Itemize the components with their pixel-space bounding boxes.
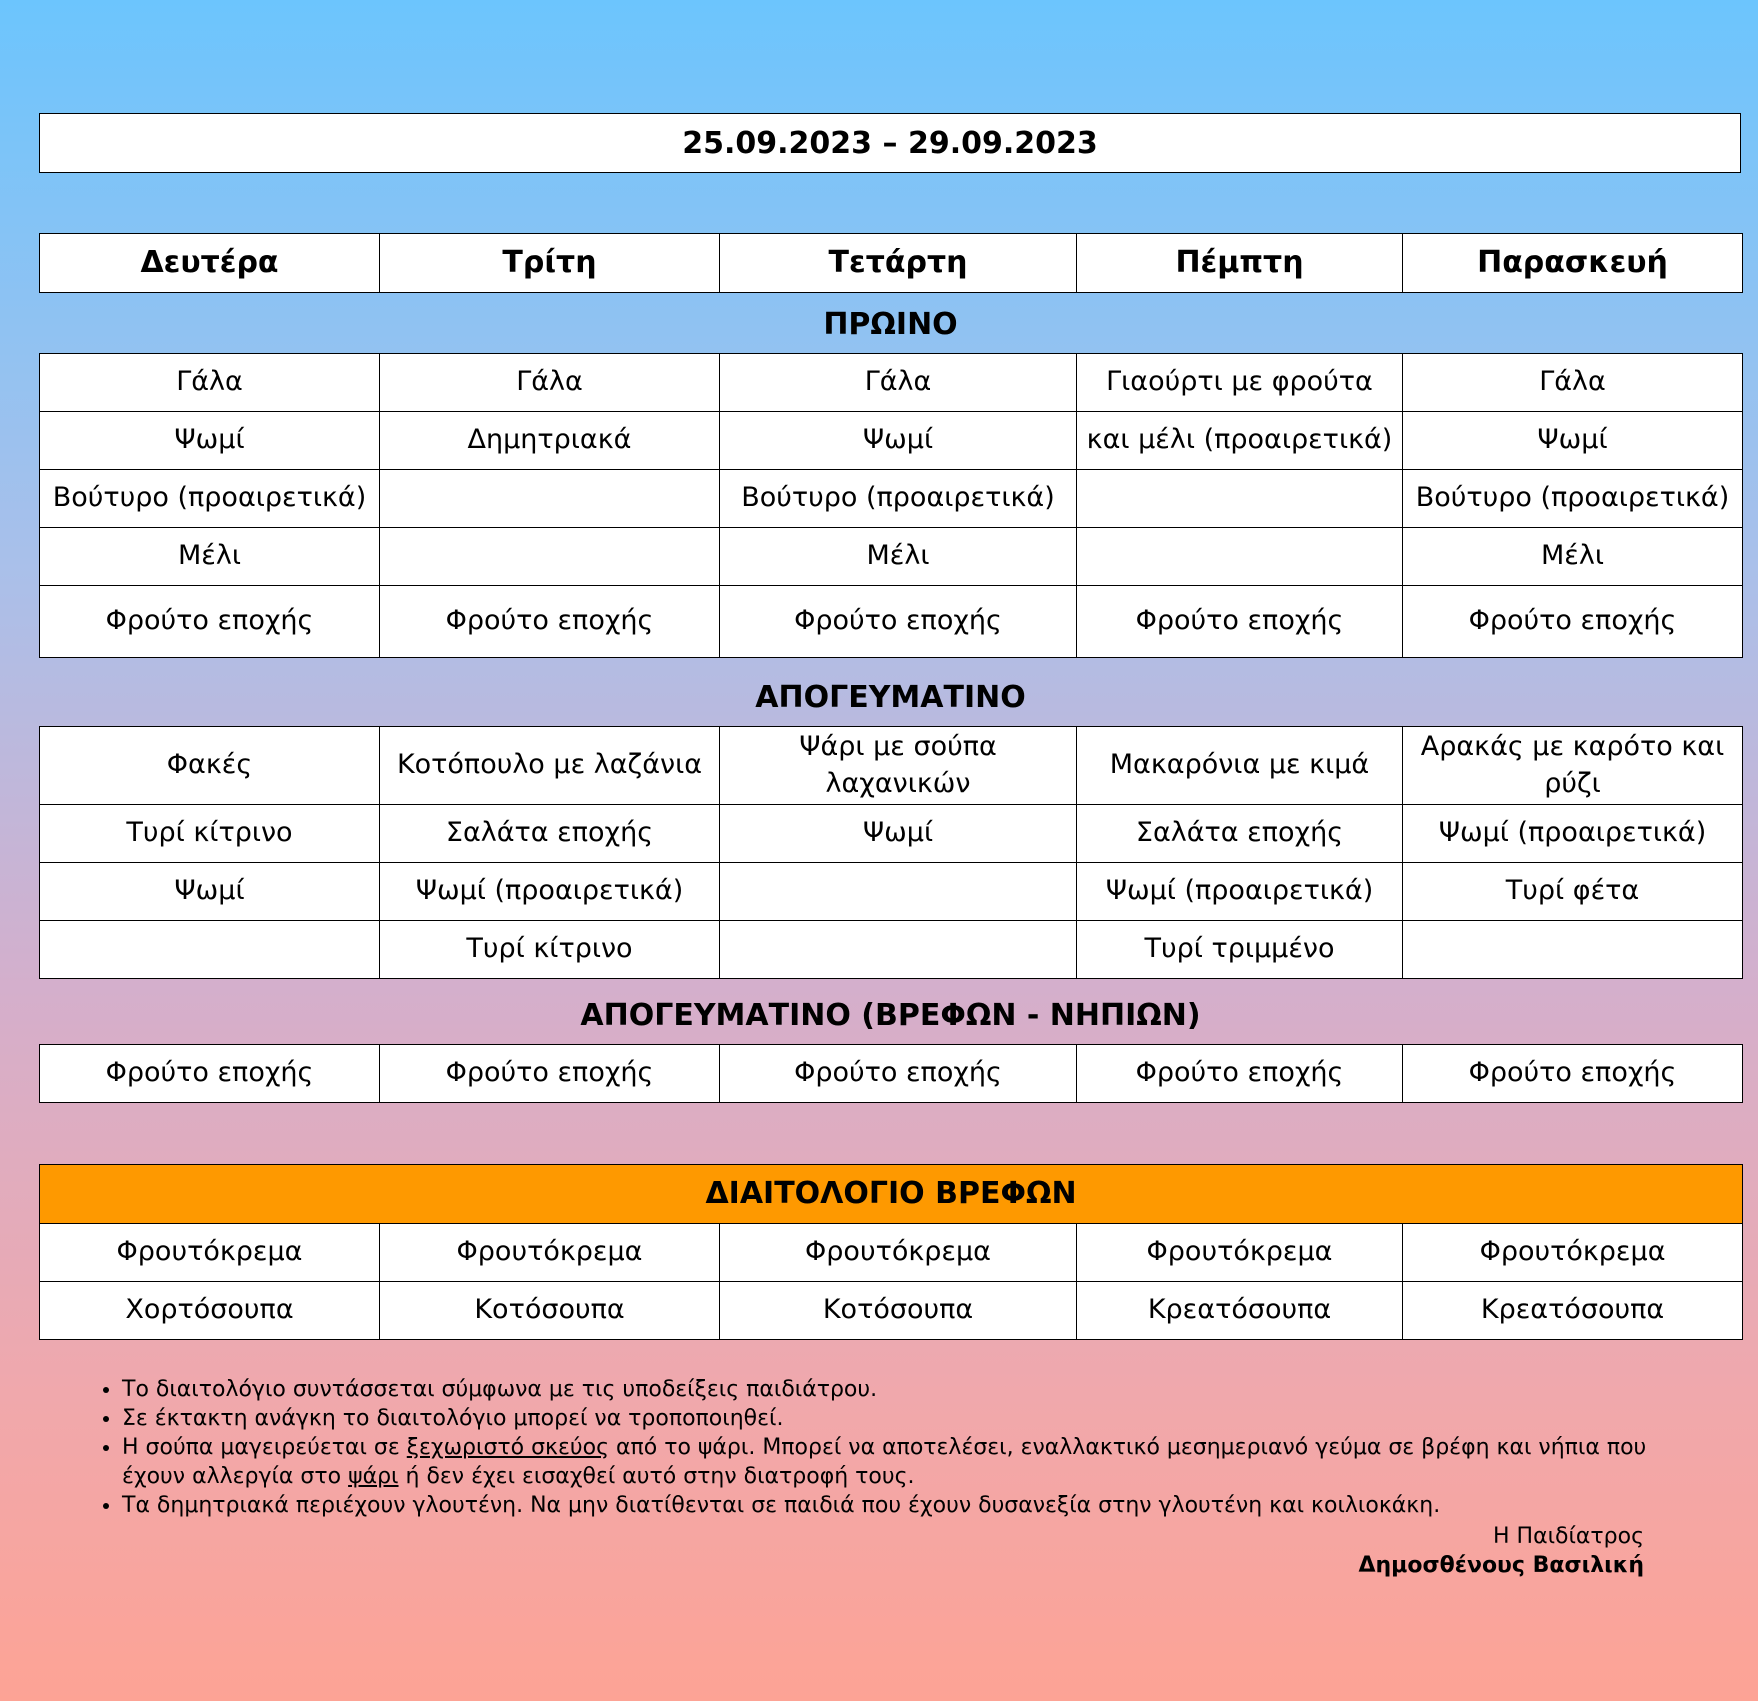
menu-cell: Τυρί κίτρινο [40,805,380,863]
menu-cell: Ψωμί (προαιρετικά) [380,863,720,921]
menu-cell: Φρούτο εποχής [1403,586,1743,658]
lunch-infants-title: ΑΠΟΓΕΥΜΑΤΙΝΟ (ΒΡΕΦΩΝ - ΝΗΠΙΩΝ) [580,997,1201,1033]
menu-cell: Τυρί τριμμένο [1077,921,1403,979]
breakfast-table [39,353,1742,658]
days-header [39,233,1742,293]
lunch-table [39,726,1742,979]
note-text: Σε έκτακτη ανάγκη το διαιτολόγιο μπορεί να τροποποιηθεί. [122,1406,784,1431]
day-friday: Παρασκευή [1403,234,1743,293]
menu-cell: Φρουτόκρεμα [1077,1224,1403,1282]
menu-cell: Ψωμί (προαιρετικά) [1077,863,1403,921]
day-thursday: Πέμπτη [1077,234,1403,293]
signature [1358,1522,1644,1580]
table-row [40,1045,1743,1103]
table-row [40,805,1743,863]
note-text: ή δεν έχει εισαχθεί αυτό στην διατροφή τους. [398,1464,915,1489]
table-row [40,354,1743,412]
menu-cell: Μέλι [720,528,1077,586]
menu-cell: Βούτυρο (προαιρετικά) [720,470,1077,528]
menu-cell: Φρουτόκρεμα [380,1224,720,1282]
day-wednesday: Τετάρτη [720,234,1077,293]
note-text: από το ψάρι. Μπορεί να αποτελέσει, εναλλακτικό μεσημεριανό γεύμα σε βρέφη και νήπια που έχουν αλλεργία στο [122,1435,1647,1489]
menu-cell: Φακές [40,727,380,805]
menu-cell: Κοτόπουλο με λαζάνια [380,727,720,805]
menu-cell [1403,921,1743,979]
note-item [122,1375,1682,1404]
note-text: Η σούπα μαγειρεύεται σε [122,1435,407,1460]
menu-cell [380,528,720,586]
menu-cell: Βούτυρο (προαιρετικά) [40,470,380,528]
menu-cell: Φρούτο εποχής [1077,586,1403,658]
menu-cell: Κοτόσουπα [720,1282,1077,1340]
table-row [40,586,1743,658]
menu-cell: Φρούτο εποχής [40,586,380,658]
menu-cell: Ψωμί [40,412,380,470]
note-item [122,1404,1682,1433]
table-row [40,921,1743,979]
lunch-title: ΑΠΟΓΕΥΜΑΤΙΝΟ [755,679,1026,715]
menu-cell: Κρεατόσουπα [1077,1282,1403,1340]
note-item [122,1491,1682,1520]
menu-cell: Μακαρόνια με κιμά [1077,727,1403,805]
table-row [40,863,1743,921]
menu-cell: Γάλα [40,354,380,412]
menu-cell [40,921,380,979]
notes-list [82,1375,1682,1520]
menu-cell: Ψωμί [720,805,1077,863]
menu-cell: Φρούτο εποχής [1077,1045,1403,1103]
menu-cell: Ψωμί (προαιρετικά) [1403,805,1743,863]
menu-cell: Γάλα [1403,354,1743,412]
day-monday: Δευτέρα [40,234,380,293]
menu-cell: Φρούτο εποχής [380,1045,720,1103]
menu-cell: Κοτόσουπα [380,1282,720,1340]
table-row [40,412,1743,470]
menu-cell: Κρεατόσουπα [1403,1282,1743,1340]
signature-role: Η Παιδίατρος [1492,1524,1644,1549]
menu-cell: Ψωμί [40,863,380,921]
menu-cell [1077,528,1403,586]
menu-cell: Φρούτο εποχής [720,586,1077,658]
menu-cell: Σαλάτα εποχής [1077,805,1403,863]
menu-cell: Μέλι [1403,528,1743,586]
menu-cell: Φρουτόκρεμα [1403,1224,1743,1282]
date-range: 25.09.2023 – 29.09.2023 [39,113,1741,173]
table-row [40,727,1743,805]
menu-cell: και μέλι (προαιρετικά) [1077,412,1403,470]
menu-cell [720,921,1077,979]
menu-cell: Γάλα [720,354,1077,412]
table-row [40,1282,1743,1340]
menu-cell: Δημητριακά [380,412,720,470]
menu-cell: Τυρί φέτα [1403,863,1743,921]
menu-cell: Αρακάς με καρότο και ρύζι [1403,727,1743,805]
menu-cell: Φρουτόκρεμα [720,1224,1077,1282]
menu-cell: Ψωμί [1403,412,1743,470]
menu-cell: Σαλάτα εποχής [380,805,720,863]
lunch-infants-table [39,1044,1742,1103]
menu-cell [380,470,720,528]
signature-name: Δημοσθένους Βασιλική [1358,1553,1644,1578]
note-underlined-text: ξεχωριστό σκεύος [406,1435,610,1460]
menu-cell [720,863,1077,921]
table-row [40,1224,1743,1282]
menu-cell: Φρούτο εποχής [380,586,720,658]
menu-cell [1077,470,1403,528]
breakfast-title: ΠΡΩΙΝΟ [823,306,958,342]
menu-cell: Τυρί κίτρινο [380,921,720,979]
menu-cell: Βούτυρο (προαιρετικά) [1403,470,1743,528]
note-text: Τα δημητριακά περιέχουν γλουτένη. Να μην διατίθενται σε παιδιά που έχουν δυσανεξία στην γλουτένη και κοιλιοκάκη. [122,1493,1441,1518]
menu-cell: Γάλα [380,354,720,412]
menu-cell: Χορτόσουπα [40,1282,380,1340]
note-text: Το διαιτολόγιο συντάσσεται σύμφωνα με τις υποδείξεις παιδιάτρου. [122,1377,878,1402]
menu-cell: Γιαούρτι με φρούτα [1077,354,1403,412]
note-underlined-text: ψάρι [348,1464,399,1489]
menu-cell: Φρούτο εποχής [720,1045,1077,1103]
table-row [40,470,1743,528]
table-row [40,528,1743,586]
menu-cell: Μέλι [40,528,380,586]
menu-cell: Φρούτο εποχής [1403,1045,1743,1103]
menu-cell: Φρουτόκρεμα [40,1224,380,1282]
day-tuesday: Τρίτη [380,234,720,293]
menu-cell: Ψάρι με σούπα λαχανικών [720,727,1077,805]
baby-menu-title: ΔΙΑΙΤΟΛΟΓΙΟ ΒΡΕΦΩΝ [40,1165,1743,1224]
baby-menu-table [39,1164,1742,1340]
menu-cell: Φρούτο εποχής [40,1045,380,1103]
menu-cell: Ψωμί [720,412,1077,470]
note-item [122,1433,1682,1491]
